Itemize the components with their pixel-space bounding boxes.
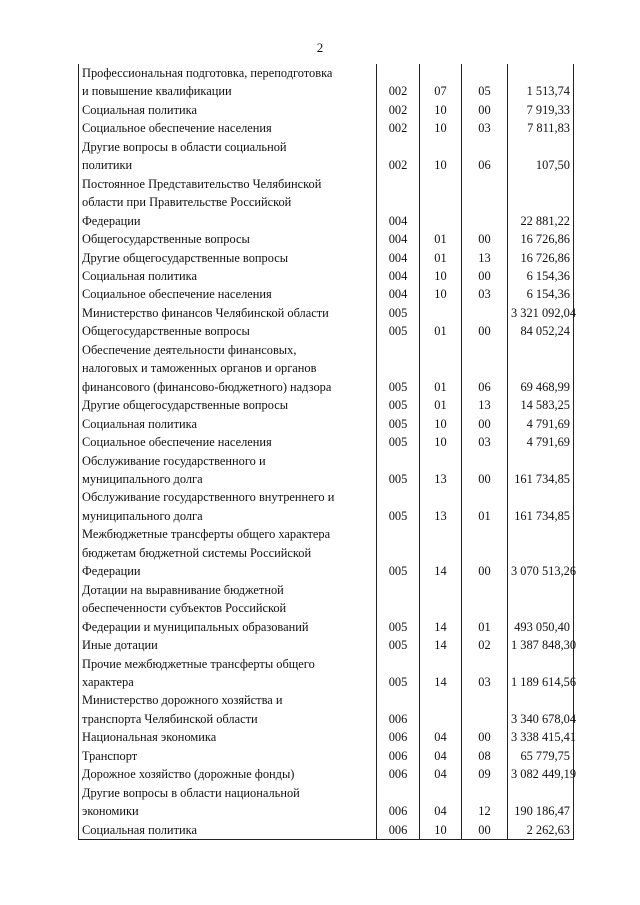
subsection-code-cell: 03 bbox=[462, 119, 508, 137]
section-code-cell: 14 bbox=[420, 636, 462, 654]
department-code-cell: 005 bbox=[377, 525, 420, 580]
subsection-code-cell: 03 bbox=[462, 655, 508, 692]
row-name-line: Другие вопросы в области национальной bbox=[82, 785, 300, 800]
row-name-line: финансового (финансово-бюджетного) надзора bbox=[82, 379, 332, 394]
row-name-line: Национальная экономика bbox=[82, 730, 217, 745]
section-code-cell: 01 bbox=[420, 249, 462, 267]
row-name-line: Транспорт bbox=[82, 748, 138, 763]
row-name-line: Социальное обеспечение населения bbox=[82, 121, 272, 136]
amount-cell: 3 338 415,41 bbox=[508, 728, 574, 746]
section-code-cell: 04 bbox=[420, 784, 462, 821]
table-row bbox=[79, 175, 574, 230]
row-name-line: муниципального долга bbox=[82, 471, 203, 486]
table-row bbox=[79, 396, 574, 414]
table-row bbox=[79, 728, 574, 746]
section-code-cell: 04 bbox=[420, 747, 462, 765]
section-code-cell: 13 bbox=[420, 488, 462, 525]
subsection-code-cell: 06 bbox=[462, 341, 508, 396]
row-name-cell bbox=[79, 396, 377, 414]
row-name-line: Федерации и муниципальных образований bbox=[82, 619, 309, 634]
table-row bbox=[79, 230, 574, 248]
amount-cell: 3 082 449,19 bbox=[508, 765, 574, 783]
table-row bbox=[79, 581, 574, 636]
subsection-code-cell: 03 bbox=[462, 285, 508, 303]
row-name-cell bbox=[79, 267, 377, 285]
row-name-line: Обслуживание государственного внутреннего и bbox=[82, 490, 335, 505]
amount-cell: 7 919,33 bbox=[508, 101, 574, 119]
row-name-line: Иные дотации bbox=[82, 638, 158, 653]
subsection-code-cell bbox=[462, 691, 508, 728]
department-code-cell: 004 bbox=[377, 249, 420, 267]
subsection-code-cell: 13 bbox=[462, 249, 508, 267]
subsection-code-cell: 00 bbox=[462, 101, 508, 119]
row-name-line: транспорта Челябинской области bbox=[82, 711, 258, 726]
row-name-line: Социальное обеспечение населения bbox=[82, 435, 272, 450]
row-name-line: Социальная политика bbox=[82, 416, 197, 431]
row-name-line: и повышение квалификации bbox=[82, 84, 232, 99]
table-row bbox=[79, 64, 574, 101]
subsection-code-cell: 00 bbox=[462, 322, 508, 340]
row-name-line: Социальная политика bbox=[82, 268, 197, 283]
row-name-cell bbox=[79, 488, 377, 525]
row-name-line: Профессиональная подготовка, переподготовка bbox=[82, 66, 333, 80]
row-name-line: Обеспечение деятельности финансовых, bbox=[82, 342, 297, 357]
department-code-cell: 002 bbox=[377, 119, 420, 137]
amount-cell: 3 321 092,04 bbox=[508, 304, 574, 322]
amount-cell: 161 734,85 bbox=[508, 452, 574, 489]
row-name-cell bbox=[79, 655, 377, 692]
amount-cell: 161 734,85 bbox=[508, 488, 574, 525]
row-name-line: Общегосударственные вопросы bbox=[82, 232, 250, 247]
row-name-line: Министерство дорожного хозяйства и bbox=[82, 693, 283, 708]
row-name-cell bbox=[79, 322, 377, 340]
amount-cell: 16 726,86 bbox=[508, 249, 574, 267]
row-name-line: Другие общегосударственные вопросы bbox=[82, 398, 289, 413]
section-code-cell: 10 bbox=[420, 119, 462, 137]
department-code-cell: 005 bbox=[377, 415, 420, 433]
section-code-cell: 14 bbox=[420, 581, 462, 636]
subsection-code-cell: 02 bbox=[462, 636, 508, 654]
table-row bbox=[79, 747, 574, 765]
row-name-line: муниципального долга bbox=[82, 508, 203, 523]
row-name-cell bbox=[79, 341, 377, 396]
row-name-cell bbox=[79, 433, 377, 451]
amount-cell: 69 468,99 bbox=[508, 341, 574, 396]
amount-cell: 7 811,83 bbox=[508, 119, 574, 137]
row-name-cell bbox=[79, 249, 377, 267]
row-name-cell bbox=[79, 784, 377, 821]
subsection-code-cell bbox=[462, 304, 508, 322]
section-code-cell: 07 bbox=[420, 64, 462, 101]
row-name-line: Другие вопросы в области социальной bbox=[82, 139, 287, 154]
department-code-cell: 004 bbox=[377, 175, 420, 230]
subsection-code-cell: 01 bbox=[462, 581, 508, 636]
section-code-cell: 10 bbox=[420, 285, 462, 303]
table-row bbox=[79, 655, 574, 692]
table-row bbox=[79, 415, 574, 433]
department-code-cell: 002 bbox=[377, 101, 420, 119]
budget-table bbox=[78, 64, 577, 840]
row-name-line: Дорожное хозяйство (дорожные фонды) bbox=[82, 767, 295, 782]
amount-cell: 3 070 513,26 bbox=[508, 525, 574, 580]
subsection-code-cell: 00 bbox=[462, 230, 508, 248]
row-name-cell bbox=[79, 765, 377, 783]
budget-table-body bbox=[79, 64, 577, 840]
section-code-cell: 13 bbox=[420, 452, 462, 489]
row-name-line: Федерации bbox=[82, 564, 141, 579]
subsection-code-cell: 09 bbox=[462, 765, 508, 783]
row-name-cell bbox=[79, 415, 377, 433]
department-code-cell: 005 bbox=[377, 341, 420, 396]
amount-cell: 493 050,40 bbox=[508, 581, 574, 636]
subsection-code-cell: 12 bbox=[462, 784, 508, 821]
section-code-cell: 01 bbox=[420, 230, 462, 248]
table-row bbox=[79, 285, 574, 303]
row-name-line: политики bbox=[82, 158, 133, 173]
department-code-cell: 004 bbox=[377, 267, 420, 285]
department-code-cell: 005 bbox=[377, 396, 420, 414]
department-code-cell: 006 bbox=[377, 747, 420, 765]
subsection-code-cell: 01 bbox=[462, 488, 508, 525]
amount-cell: 4 791,69 bbox=[508, 433, 574, 451]
section-code-cell: 10 bbox=[420, 101, 462, 119]
department-code-cell: 006 bbox=[377, 821, 420, 840]
amount-cell: 14 583,25 bbox=[508, 396, 574, 414]
row-name-cell bbox=[79, 728, 377, 746]
amount-cell: 6 154,36 bbox=[508, 285, 574, 303]
department-code-cell: 005 bbox=[377, 581, 420, 636]
table-row bbox=[79, 452, 574, 489]
row-name-cell bbox=[79, 101, 377, 119]
row-name-line: Другие общегосударственные вопросы bbox=[82, 250, 289, 265]
section-code-cell: 01 bbox=[420, 341, 462, 396]
subsection-code-cell: 06 bbox=[462, 138, 508, 175]
section-code-cell: 01 bbox=[420, 396, 462, 414]
department-code-cell: 006 bbox=[377, 765, 420, 783]
department-code-cell: 004 bbox=[377, 285, 420, 303]
row-name-cell bbox=[79, 452, 377, 489]
amount-cell: 2 262,63 bbox=[508, 821, 574, 840]
subsection-code-cell: 08 bbox=[462, 747, 508, 765]
subsection-code-cell: 00 bbox=[462, 452, 508, 489]
row-name-cell bbox=[79, 230, 377, 248]
row-name-line: Общегосударственные вопросы bbox=[82, 324, 250, 339]
section-code-cell: 10 bbox=[420, 415, 462, 433]
section-code-cell: 10 bbox=[420, 138, 462, 175]
row-name-line: Обслуживание государственного и bbox=[82, 453, 266, 468]
row-name-cell bbox=[79, 119, 377, 137]
department-code-cell: 005 bbox=[377, 322, 420, 340]
department-code-cell: 006 bbox=[377, 784, 420, 821]
table-row bbox=[79, 119, 574, 137]
row-name-line: бюджетам бюджетной системы Российской bbox=[82, 545, 312, 560]
section-code-cell: 10 bbox=[420, 433, 462, 451]
amount-cell: 22 881,22 bbox=[508, 175, 574, 230]
row-name-cell bbox=[79, 175, 377, 230]
row-name-line: Постоянное Представительство Челябинской bbox=[82, 176, 322, 191]
section-code-cell bbox=[420, 175, 462, 230]
subsection-code-cell: 00 bbox=[462, 415, 508, 433]
department-code-cell: 006 bbox=[377, 728, 420, 746]
row-name-cell bbox=[79, 747, 377, 765]
row-name-line: Дотации на выравнивание бюджетной bbox=[82, 582, 284, 597]
subsection-code-cell: 00 bbox=[462, 525, 508, 580]
section-code-cell: 04 bbox=[420, 728, 462, 746]
table-row bbox=[79, 636, 574, 654]
table-row bbox=[79, 267, 574, 285]
amount-cell: 84 052,24 bbox=[508, 322, 574, 340]
row-name-cell bbox=[79, 138, 377, 175]
row-name-cell bbox=[79, 636, 377, 654]
department-code-cell: 005 bbox=[377, 304, 420, 322]
amount-cell: 4 791,69 bbox=[508, 415, 574, 433]
table-row bbox=[79, 821, 574, 840]
department-code-cell: 005 bbox=[377, 636, 420, 654]
amount-cell: 3 340 678,04 bbox=[508, 691, 574, 728]
row-name-line: Социальная политика bbox=[82, 102, 197, 117]
department-code-cell: 002 bbox=[377, 64, 420, 101]
section-code-cell bbox=[420, 691, 462, 728]
row-name-cell bbox=[79, 691, 377, 728]
table-row bbox=[79, 525, 574, 580]
row-name-cell bbox=[79, 285, 377, 303]
section-code-cell: 10 bbox=[420, 821, 462, 840]
subsection-code-cell: 13 bbox=[462, 396, 508, 414]
department-code-cell: 005 bbox=[377, 452, 420, 489]
row-name-cell bbox=[79, 821, 377, 840]
amount-cell: 1 513,74 bbox=[508, 64, 574, 101]
row-name-line: обеспеченности субъектов Российской bbox=[82, 601, 287, 616]
department-code-cell: 005 bbox=[377, 655, 420, 692]
amount-cell: 6 154,36 bbox=[508, 267, 574, 285]
table-row bbox=[79, 341, 574, 396]
subsection-code-cell: 05 bbox=[462, 64, 508, 101]
amount-cell: 1 189 614,56 bbox=[508, 655, 574, 692]
row-name-line: Министерство финансов Челябинской области bbox=[82, 305, 329, 320]
row-name-line: области при Правительстве Российской bbox=[82, 195, 292, 210]
table-row bbox=[79, 784, 574, 821]
department-code-cell: 005 bbox=[377, 488, 420, 525]
row-name-line: Прочие межбюджетные трансферты общего bbox=[82, 656, 315, 671]
subsection-code-cell: 03 bbox=[462, 433, 508, 451]
department-code-cell: 006 bbox=[377, 691, 420, 728]
section-code-cell bbox=[420, 304, 462, 322]
section-code-cell: 01 bbox=[420, 322, 462, 340]
subsection-code-cell bbox=[462, 175, 508, 230]
row-name-line: Социальное обеспечение населения bbox=[82, 287, 272, 302]
row-name-line: налоговых и таможенных органов и органов bbox=[82, 361, 317, 376]
table-row bbox=[79, 101, 574, 119]
row-name-cell bbox=[79, 581, 377, 636]
table-row bbox=[79, 138, 574, 175]
section-code-cell: 04 bbox=[420, 765, 462, 783]
amount-cell: 107,50 bbox=[508, 138, 574, 175]
page-number: 2 bbox=[316, 40, 324, 55]
amount-cell: 190 186,47 bbox=[508, 784, 574, 821]
row-name-line: Социальная политика bbox=[82, 822, 197, 837]
section-code-cell: 14 bbox=[420, 525, 462, 580]
table-row bbox=[79, 304, 574, 322]
table-row bbox=[79, 249, 574, 267]
table-row bbox=[79, 765, 574, 783]
subsection-code-cell: 00 bbox=[462, 728, 508, 746]
row-name-line: Межбюджетные трансферты общего характера bbox=[82, 527, 331, 542]
row-name-cell bbox=[79, 525, 377, 580]
amount-cell: 1 387 848,30 bbox=[508, 636, 574, 654]
section-code-cell: 14 bbox=[420, 655, 462, 692]
row-name-line: Федерации bbox=[82, 213, 141, 228]
row-name-cell bbox=[79, 64, 377, 101]
table-row bbox=[79, 691, 574, 728]
department-code-cell: 002 bbox=[377, 138, 420, 175]
subsection-code-cell: 00 bbox=[462, 821, 508, 840]
section-code-cell: 10 bbox=[420, 267, 462, 285]
row-name-line: экономики bbox=[82, 804, 139, 819]
department-code-cell: 004 bbox=[377, 230, 420, 248]
table-row bbox=[79, 433, 574, 451]
row-name-line: характера bbox=[82, 674, 134, 689]
subsection-code-cell: 00 bbox=[462, 267, 508, 285]
table-row bbox=[79, 488, 574, 525]
table-row bbox=[79, 322, 574, 340]
department-code-cell: 005 bbox=[377, 433, 420, 451]
amount-cell: 65 779,75 bbox=[508, 747, 574, 765]
row-name-cell bbox=[79, 304, 377, 322]
amount-cell: 16 726,86 bbox=[508, 230, 574, 248]
